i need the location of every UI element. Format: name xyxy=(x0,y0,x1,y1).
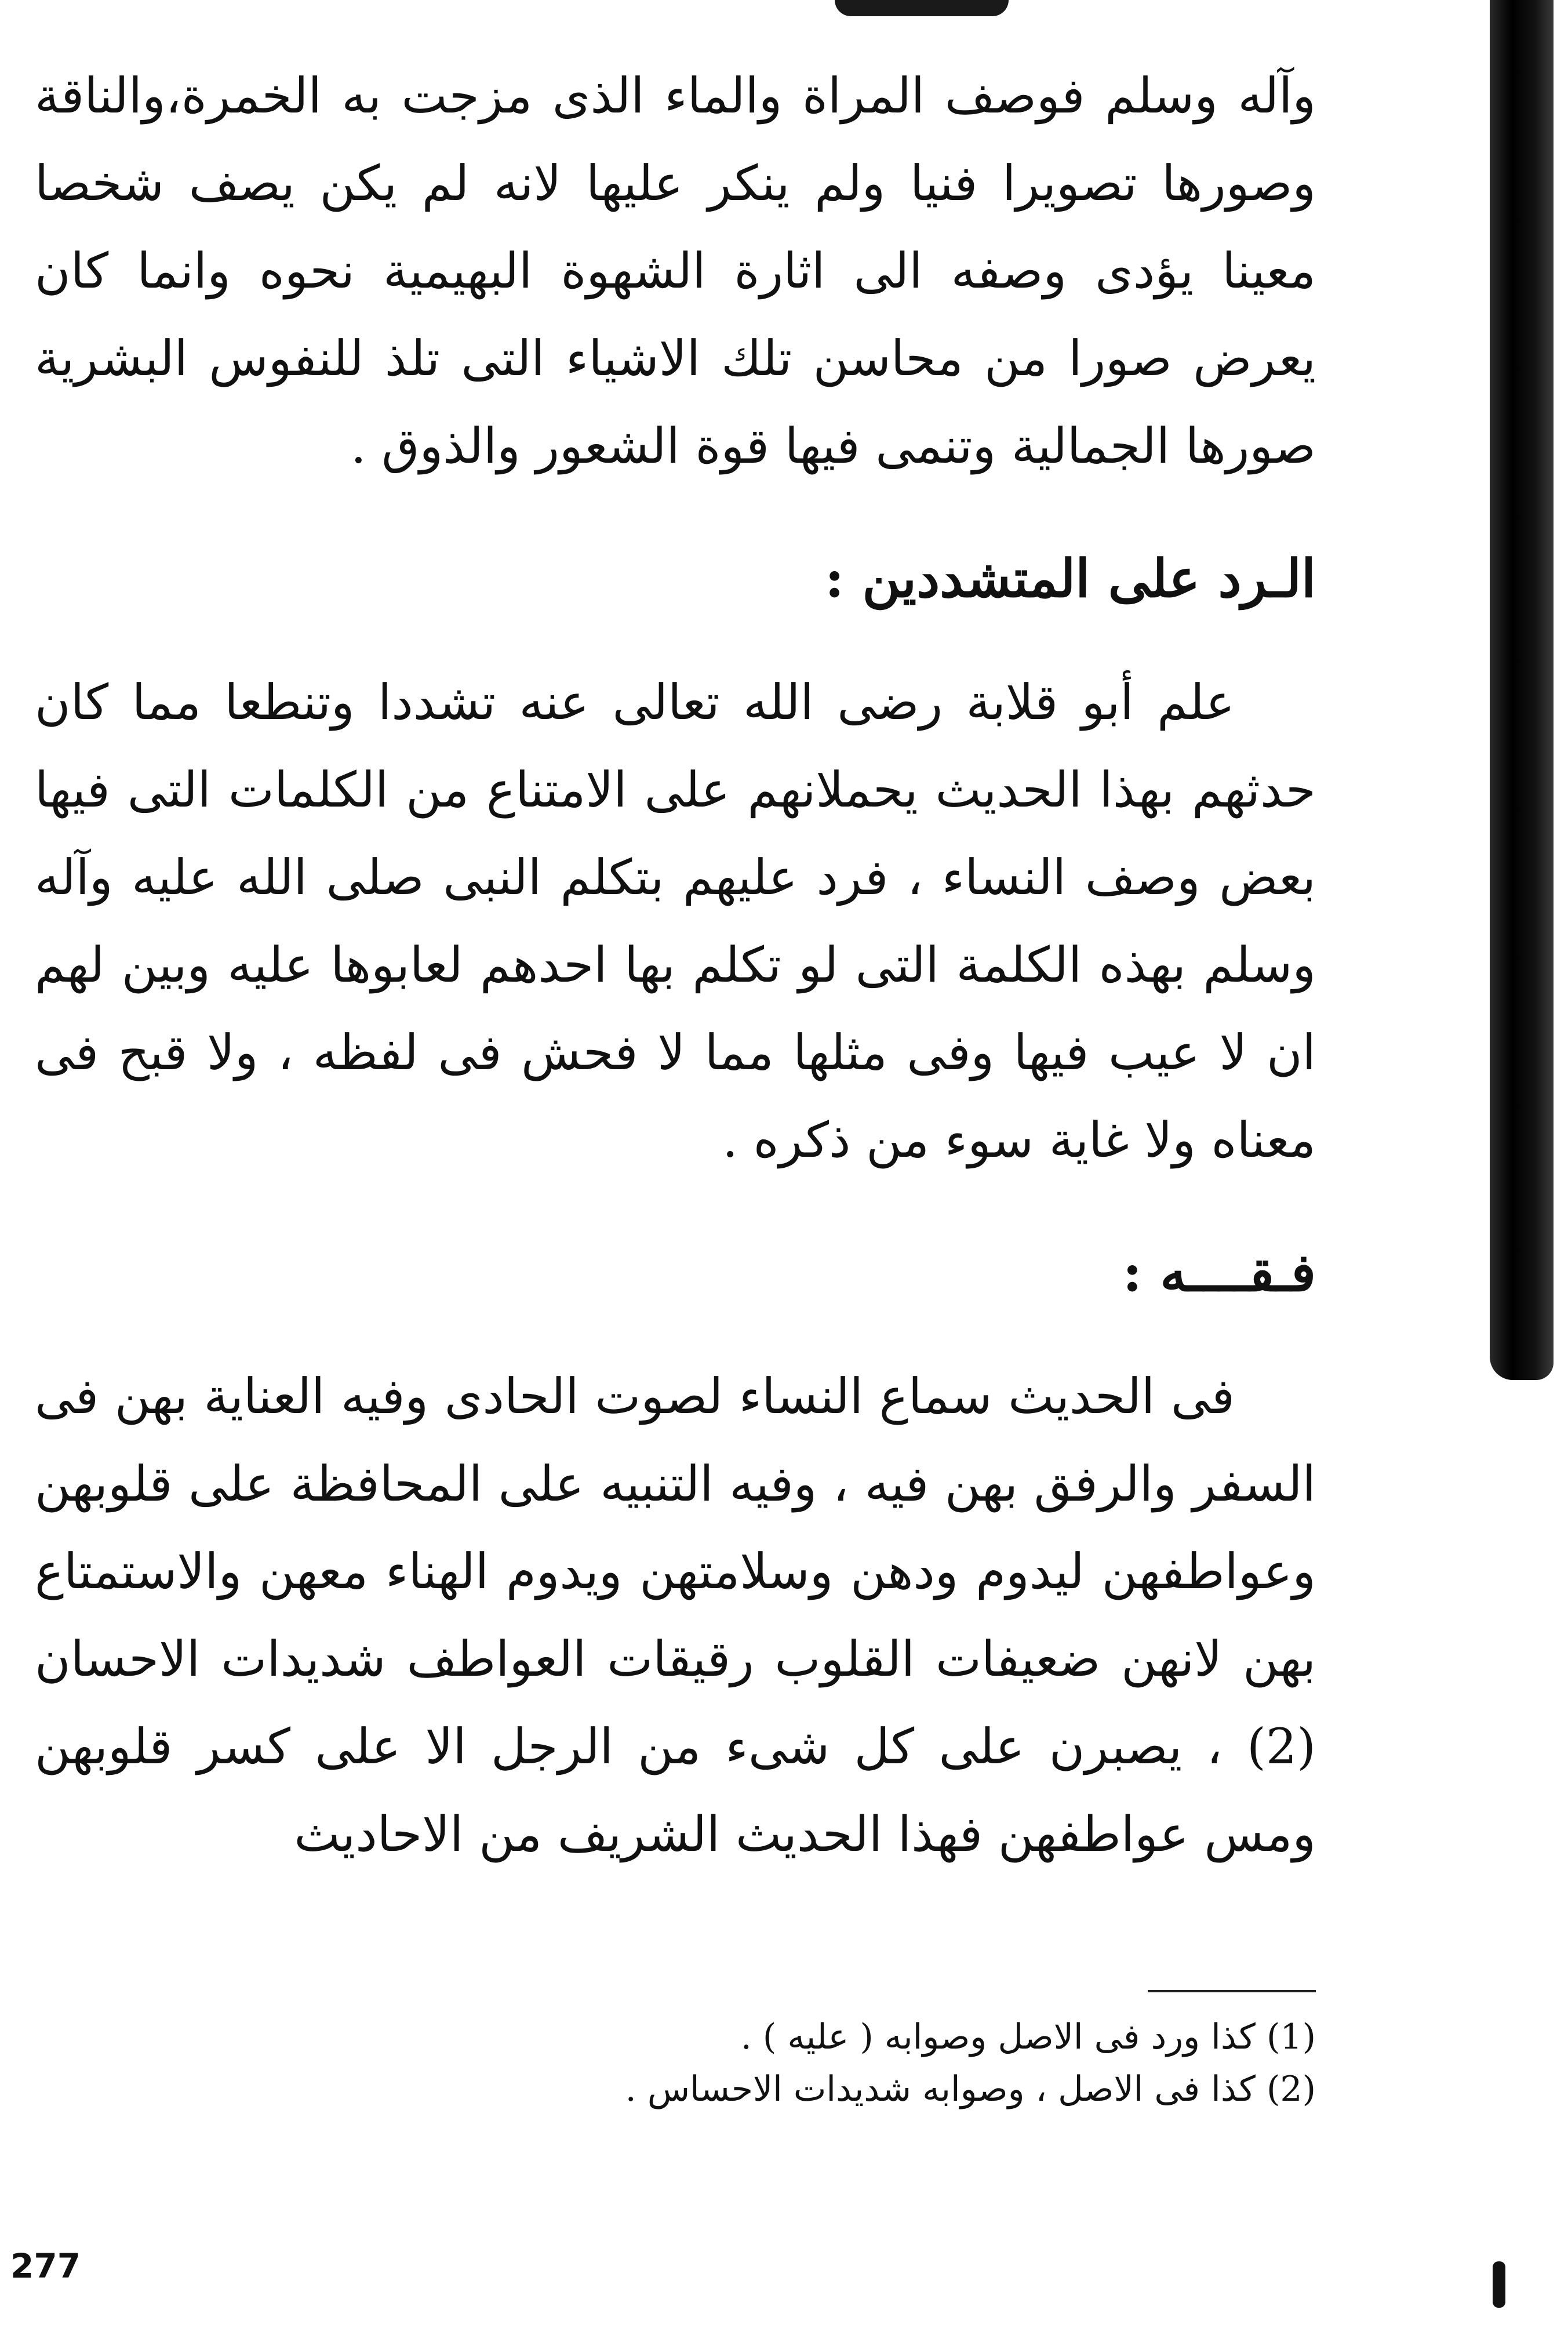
paragraph-reply: علم أبو قلابة رضى الله تعالى عنه تشددا وتنطعا مما كان حدثهم بهذا الحديث يحملانهم على الامتناع من الكلمات التى فيها بعض وصف النساء ، فرد عليهم بتكلم النبى صلى الله عليه وآله وسلم بهذه الكلمة التى لو تكلم بها احدهم لعابوها عليه وبين لهم ان لا عيب فيها وفى مثلها مما لا فحش فى لفظه ، ولا قبح فى معناه ولا غاية سوء من ذكره . xyxy=(35,674,1316,1168)
section-heading-reply: الـرد على المتشددين : xyxy=(824,548,1316,609)
footnote-1: (1) كذا ورد فى الاصل وصوابه ( عليه ) . xyxy=(740,2017,1316,2057)
page-top-mark xyxy=(835,0,1009,16)
footnotes xyxy=(35,2011,1316,2115)
binding-mark xyxy=(1493,2261,1505,2308)
page-body xyxy=(35,52,1316,1878)
footnote-2: (2) كذا فى الاصل ، وصوابه شديدات الاحساس . xyxy=(625,2069,1316,2109)
page-number: 277 xyxy=(10,2246,81,2286)
book-binding-edge xyxy=(1490,0,1554,1380)
paragraph-fiqh: فى الحديث سماع النساء لصوت الحادى وفيه العناية بهن فى السفر والرفق بهن فيه ، وفيه التنبيه على المحافظة على قلوبهن وعواطفهن ليدوم ودهن وسلامتهن ويدوم الهناء معهن والاستمتاع بهن لانهن ضعيفات القلوب رقيقات العواطف شديدات الاحسان (2) ، يصبرن على كل شىء من الرجل الا على كسر قلوبهن ومس عواطفهن فهذا الحديث الشريف من الاحاديث xyxy=(35,1368,1316,1862)
section-heading-fiqh: فـقــــه : xyxy=(1122,1242,1316,1303)
footnote-separator xyxy=(1148,1990,1316,1992)
paragraph-continuation: وآله وسلم فوصف المراة والماء الذى مزجت به الخمرة،والناقة وصورها تصويرا فنيا ولم ينكر عليها لانه لم يكن يصف شخصا معينا يؤدى وصفه الى اثارة الشهوة البهيمية نحوه وانما كان يعرض صورا من محاسن تلك الاشياء التى تلذ للنفوس البشرية صورها الجمالية وتنمى فيها قوة الشعور والذوق . xyxy=(35,67,1316,474)
